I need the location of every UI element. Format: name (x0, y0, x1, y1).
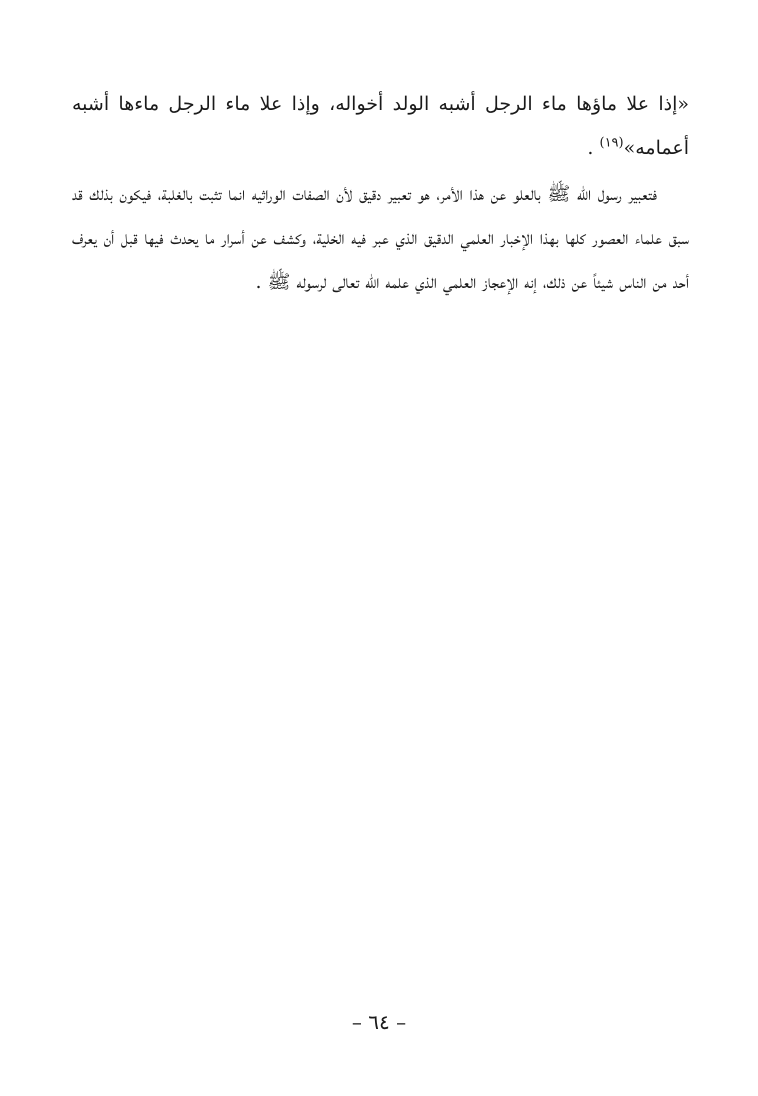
body-paragraph (72, 172, 689, 304)
quote-text: «إذا علا ماؤها ماء الرجل أشبه الولد أخواله، وإذا علا ماء الرجل ماءها أشبه أعمامه» (72, 93, 689, 159)
footnote-reference: (١٩) (599, 135, 624, 151)
paragraph-text: فتعبير رسول الله ﷺ بالعلو عن هذا الأمر، هو تعبير دقيق لأن الصفات الوراثيه انما تثبت بالغلبة، فيكون بذلك قد سبق علماء العصور كلها بهذا الإخبار العلمي الدقيق الذي عبر فيه الخلية، وكشف عن أسرار ما يحدث فيها قبل أن يعرف أحد من الناس شيئاً عن ذلك، إنه الإعجاز العلمي الذي علمه الله تعالى لرسوله ﷺ . (72, 183, 689, 293)
page-number: – ٦٤ – (351, 1010, 407, 1034)
hadith-quote (72, 82, 689, 170)
quote-end: . (587, 137, 594, 159)
